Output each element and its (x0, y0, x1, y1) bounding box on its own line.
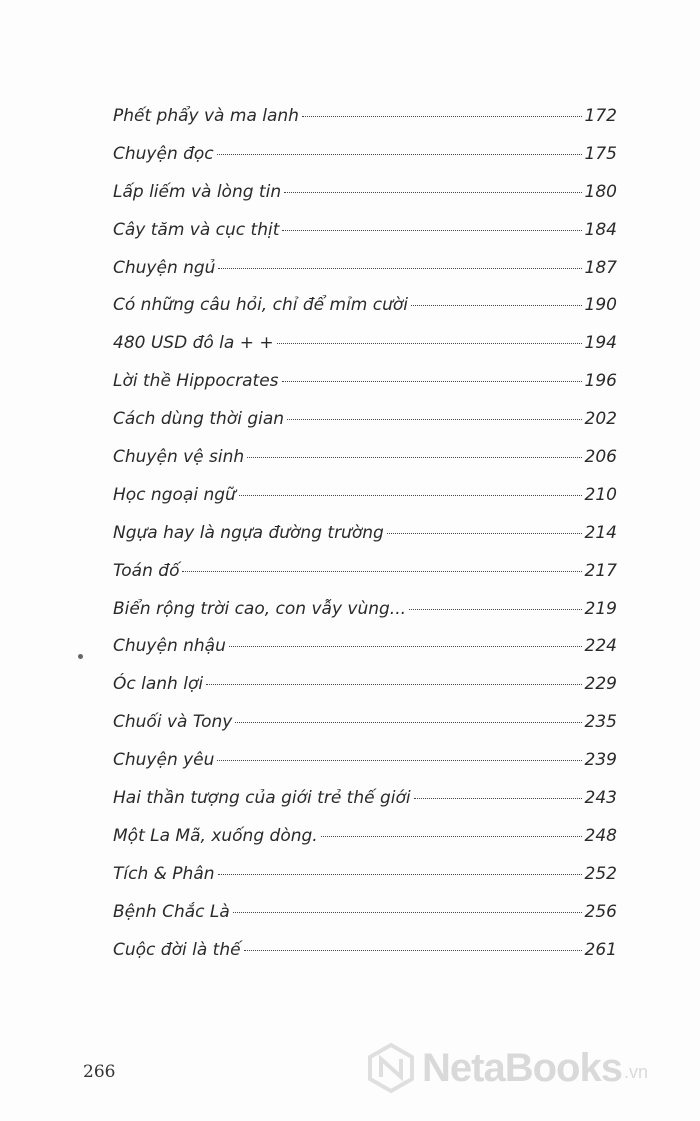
toc-entry-page: 172 (584, 106, 617, 126)
toc-entry (113, 409, 617, 447)
toc-entry-title: Lấp liếm và lòng tin (113, 181, 282, 202)
toc-entry-page: 217 (584, 560, 617, 581)
watermark-brand: NetaBooks (422, 1045, 622, 1090)
toc-entry-page: 248 (584, 825, 617, 846)
dot-leader (282, 230, 581, 231)
toc-entry-page: 180 (584, 181, 617, 202)
page-number: 266 (83, 1062, 116, 1082)
toc-entry-title: Óc lanh lợi (113, 674, 204, 695)
toc-entry (113, 636, 617, 674)
toc-entry-page: 224 (584, 636, 617, 657)
dot-leader (206, 684, 581, 685)
toc-entry (113, 561, 617, 599)
toc-entry (113, 902, 617, 940)
toc-entry (113, 712, 617, 750)
toc-entry-title: 480 USD đô la + + (113, 333, 274, 354)
toc-entry-title: Lời thề Hippocrates (113, 371, 279, 392)
toc-entry-page: 243 (584, 788, 617, 809)
toc-entry-title: Chuyện nhậu (113, 636, 226, 657)
toc-entry-title: Chuyện đọc (113, 143, 214, 164)
toc-entry (113, 940, 617, 978)
toc-entry-title: Cách dùng thời gian (113, 409, 285, 430)
dot-leader (414, 798, 582, 799)
dot-leader (284, 192, 581, 193)
toc-entry-page: 256 (584, 901, 617, 922)
toc-entry (113, 599, 617, 637)
toc-entry-title: Chuối và Tony (113, 712, 233, 733)
toc-entry-title: Học ngoại ngữ (113, 484, 236, 505)
toc-entry-page: 175 (584, 143, 617, 164)
dot-leader (321, 836, 582, 837)
dot-leader (244, 950, 582, 951)
toc-entry-page: 239 (584, 750, 617, 771)
toc-entry-page: 206 (584, 447, 617, 468)
netabooks-logo-icon (366, 1043, 416, 1093)
toc-entry (113, 371, 617, 409)
toc-entry-page: 194 (584, 333, 617, 354)
toc-entry-title: Phết phẩy và ma lanh (113, 106, 299, 126)
toc-entry-title: Ngựa hay là ngựa đường trường (113, 522, 384, 543)
dot-leader (182, 571, 581, 572)
toc-entry (113, 144, 617, 182)
dot-leader (409, 609, 582, 610)
toc-entry-title: Chuyện yêu (113, 750, 215, 771)
toc-entry-title: Toán đố (113, 560, 180, 581)
toc-entry (113, 750, 617, 788)
toc-entry (113, 220, 617, 258)
toc-entry-page: 235 (584, 712, 617, 733)
toc-entry-page: 196 (584, 371, 617, 392)
toc-entry (113, 258, 617, 296)
toc-entry-page: 219 (584, 598, 617, 619)
dot-leader (218, 874, 582, 875)
table-of-contents (113, 106, 617, 977)
toc-entry-page: 252 (584, 863, 617, 884)
toc-entry (113, 295, 617, 333)
dot-leader (235, 722, 581, 723)
toc-entry-title: Bệnh Chắc Là (113, 901, 230, 922)
toc-entry-page: 184 (584, 219, 617, 240)
dot-leader (277, 343, 582, 344)
toc-entry-page: 210 (584, 484, 617, 505)
toc-entry (113, 447, 617, 485)
dot-leader (239, 495, 582, 496)
dot-leader (387, 533, 582, 534)
watermark-suffix: .vn (623, 1062, 648, 1082)
toc-entry-page: 261 (584, 939, 617, 960)
dot-leader (282, 381, 582, 382)
dot-leader (217, 760, 581, 761)
watermark (366, 1043, 648, 1093)
toc-entry-page: 187 (584, 257, 617, 278)
dot-leader (411, 305, 582, 306)
toc-entry-page: 214 (584, 522, 617, 543)
dot-leader (233, 912, 582, 913)
toc-entry-title: Hai thần tượng của giới trẻ thế giới (113, 788, 411, 809)
toc-entry-title: Biển rộng trời cao, con vẫy vùng... (113, 598, 407, 619)
bullet-mark (78, 654, 83, 659)
toc-entry-title: Chuyện ngủ (113, 257, 216, 278)
dot-leader (302, 116, 582, 117)
toc-entry-title: Tích & Phân (113, 863, 215, 884)
toc-entry (113, 826, 617, 864)
toc-entry-page: 229 (584, 674, 617, 695)
dot-leader (229, 646, 582, 647)
dot-leader (287, 419, 582, 420)
toc-entry-page: 202 (584, 409, 617, 430)
dot-leader (217, 154, 582, 155)
toc-entry (113, 485, 617, 523)
toc-entry-title: Cây tăm và cục thịt (113, 219, 280, 240)
toc-entry (113, 106, 617, 144)
toc-entry-page: 190 (584, 295, 617, 316)
toc-entry (113, 674, 617, 712)
dot-leader (247, 457, 581, 458)
toc-entry-title: Một La Mã, xuống dòng. (113, 825, 318, 846)
toc-entry-title: Cuộc đời là thế (113, 939, 241, 960)
toc-entry (113, 333, 617, 371)
toc-entry (113, 182, 617, 220)
toc-entry (113, 523, 617, 561)
toc-entry (113, 864, 617, 902)
toc-entry (113, 788, 617, 826)
toc-entry-title: Có những câu hỏi, chỉ để mỉm cười (113, 295, 409, 316)
toc-entry-title: Chuyện vệ sinh (113, 447, 245, 468)
dot-leader (218, 268, 581, 269)
